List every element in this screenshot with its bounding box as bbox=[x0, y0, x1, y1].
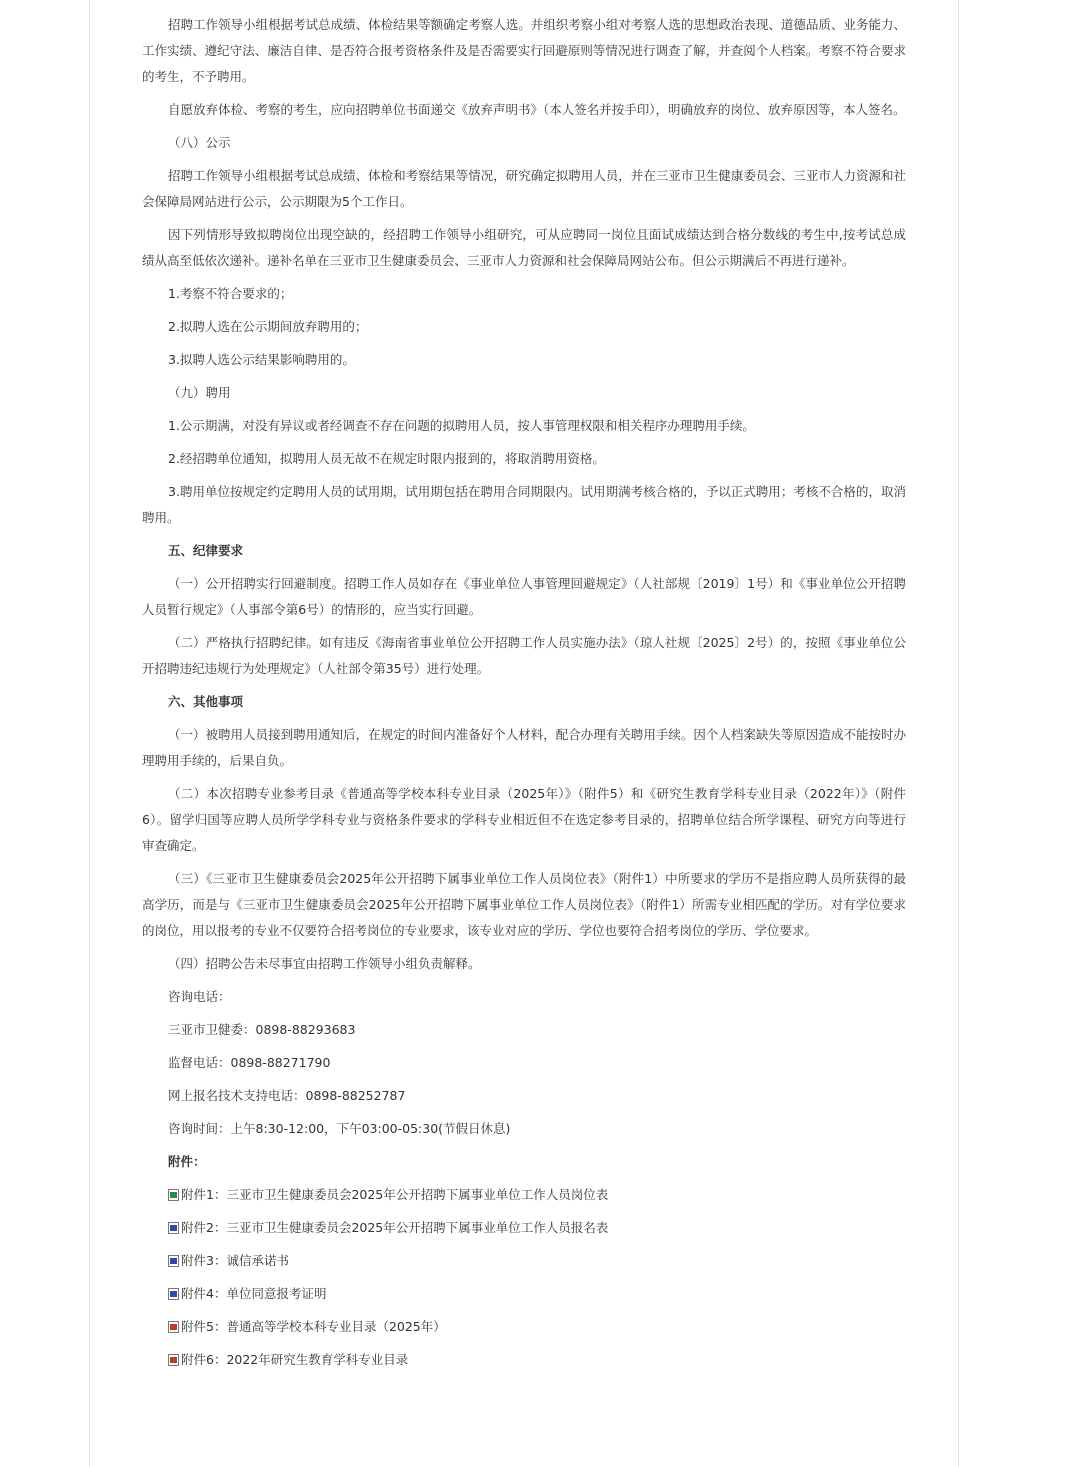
attachment-label[interactable]: 附件2：三亚市卫生健康委员会2025年公开招聘下属事业单位工作人员报名表 bbox=[181, 1220, 609, 1235]
paragraph-other-2: （二）本次招聘专业参考目录《普通高等学校本科专业目录（2025年）》（附件5）和《研究生教育学科专业目录（2022年）》（附件6）。留学归国等应聘人员所学学科专业与资格条件要求的学科专业相近但不在选定参考目录的，招聘单位结合所学课程、研究方向等进行审查确定。 bbox=[142, 786, 906, 853]
list-item: 2.拟聘人选在公示期间放弃聘用的； bbox=[168, 319, 368, 334]
attachment-link[interactable] bbox=[168, 1182, 906, 1208]
section-heading-hiring: （九）聘用 bbox=[168, 385, 231, 400]
contact-phone: 三亚市卫健委：0898-88293683 bbox=[168, 1022, 356, 1037]
list-item: 1.考察不符合要求的； bbox=[168, 286, 293, 301]
attachment-link[interactable] bbox=[168, 1248, 906, 1274]
attachment-label[interactable]: 附件6：2022年研究生教育学科专业目录 bbox=[181, 1352, 409, 1367]
paragraph-assessment: 招聘工作领导小组根据考试总成绩、体检结果等额确定考察人选。并组织考察小组对考察人选的思想政治表现、道德品质、业务能力、工作实绩、遵纪守法、廉洁自律、是否符合报考资格条件及是否需要实行回避原则等情况进行调查了解，并查阅个人档案。考察不符合要求的考生，不予聘用。 bbox=[142, 17, 906, 84]
attachment-link[interactable] bbox=[168, 1215, 906, 1241]
excel-file-icon bbox=[168, 1189, 179, 1201]
article-body bbox=[142, 12, 906, 1380]
paragraph-other-3: （三）《三亚市卫生健康委员会2025年公开招聘下属事业单位工作人员岗位表》（附件1）中所要求的学历不是指应聘人员所获得的最高学历，而是与《三亚市卫生健康委员会2025年公开招聘下属事业单位工作人员岗位表》（附件1）所需专业相匹配的学历。对有学位要求的岗位，用以报考的专业不仅要符合招考岗位的专业要求，该专业对应的学历、学位也要符合招考岗位的学历、学位要求。 bbox=[142, 871, 906, 938]
list-item: 1.公示期满，对没有异议或者经调查不存在问题的拟聘用人员，按人事管理权限和相关程序办理聘用手续。 bbox=[168, 418, 755, 433]
supervision-phone: 监督电话：0898-88271790 bbox=[168, 1055, 331, 1070]
attachment-link[interactable] bbox=[168, 1347, 906, 1373]
paragraph-publicity: 招聘工作领导小组根据考试总成绩、体检和考察结果等情况，研究确定拟聘用人员，并在三亚市卫生健康委员会、三亚市人力资源和社会保障局网站进行公示，公示期限为5个工作日。 bbox=[142, 168, 906, 209]
word-file-icon bbox=[168, 1255, 179, 1267]
contact-heading: 咨询电话： bbox=[168, 989, 231, 1004]
section-heading-discipline: 五、纪律要求 bbox=[168, 543, 244, 558]
word-file-icon bbox=[168, 1222, 179, 1234]
paragraph-discipline: （二）严格执行招聘纪律。如有违反《海南省事业单位公开招聘工作人员实施办法》（琼人社规〔2025〕2号）的，按照《事业单位公开招聘违纪违规行为处理规定》（人社部令第35号）进行处理。 bbox=[142, 635, 906, 676]
pdf-file-icon bbox=[168, 1354, 179, 1366]
article-page bbox=[89, 0, 959, 1466]
paragraph-avoidance: （一）公开招聘实行回避制度。招聘工作人员如存在《事业单位人事管理回避规定》（人社部规〔2019〕1号）和《事业单位公开招聘人员暂行规定》（人事部令第6号）的情形的，应当实行回避。 bbox=[142, 576, 906, 617]
attachment-label[interactable]: 附件5：普通高等学校本科专业目录（2025年） bbox=[181, 1319, 446, 1334]
section-heading-other: 六、其他事项 bbox=[168, 694, 244, 709]
attachment-label[interactable]: 附件3：诚信承诺书 bbox=[181, 1253, 289, 1268]
list-item: 2.经招聘单位通知，拟聘用人员无故不在规定时限内报到的，将取消聘用资格。 bbox=[168, 451, 605, 466]
section-heading-publicity: （八）公示 bbox=[168, 135, 231, 150]
pdf-file-icon bbox=[168, 1321, 179, 1333]
attachment-link[interactable] bbox=[168, 1314, 906, 1340]
paragraph-waiver: 自愿放弃体检、考察的考生，应向招聘单位书面递交《放弃声明书》（本人签名并按手印），明确放弃的岗位、放弃原因等，本人签名。 bbox=[168, 102, 906, 117]
word-file-icon bbox=[168, 1288, 179, 1300]
attachment-link[interactable] bbox=[168, 1281, 906, 1307]
list-item: 3.拟聘人选公示结果影响聘用的。 bbox=[168, 352, 355, 367]
tech-support-phone: 网上报名技术支持电话：0898-88252787 bbox=[168, 1088, 406, 1103]
paragraph-vacancy-fill: 因下列情形导致拟聘岗位出现空缺的，经招聘工作领导小组研究，可从应聘同一岗位且面试成绩达到合格分数线的考生中,按考试总成绩从高至低依次递补。递补名单在三亚市卫生健康委员会、三亚市人力资源和社会保障局网站公布。但公示期满后不再进行递补。 bbox=[142, 227, 906, 268]
paragraph-other-4: （四）招聘公告未尽事宜由招聘工作领导小组负责解释。 bbox=[168, 956, 481, 971]
attachment-label[interactable]: 附件4：单位同意报考证明 bbox=[181, 1286, 327, 1301]
contact-hours: 咨询时间：上午8:30-12:00，下午03:00-05:30(节假日休息) bbox=[168, 1121, 511, 1136]
paragraph-other-1: （一）被聘用人员接到聘用通知后，在规定的时间内准备好个人材料，配合办理有关聘用手续。因个人档案缺失等原因造成不能按时办理聘用手续的，后果自负。 bbox=[142, 727, 906, 768]
attachment-label[interactable]: 附件1：三亚市卫生健康委员会2025年公开招聘下属事业单位工作人员岗位表 bbox=[181, 1187, 609, 1202]
attachments-heading: 附件： bbox=[168, 1154, 206, 1169]
list-item: 3.聘用单位按规定约定聘用人员的试用期，试用期包括在聘用合同期限内。试用期满考核合格的，予以正式聘用；考核不合格的，取消聘用。 bbox=[142, 484, 906, 525]
